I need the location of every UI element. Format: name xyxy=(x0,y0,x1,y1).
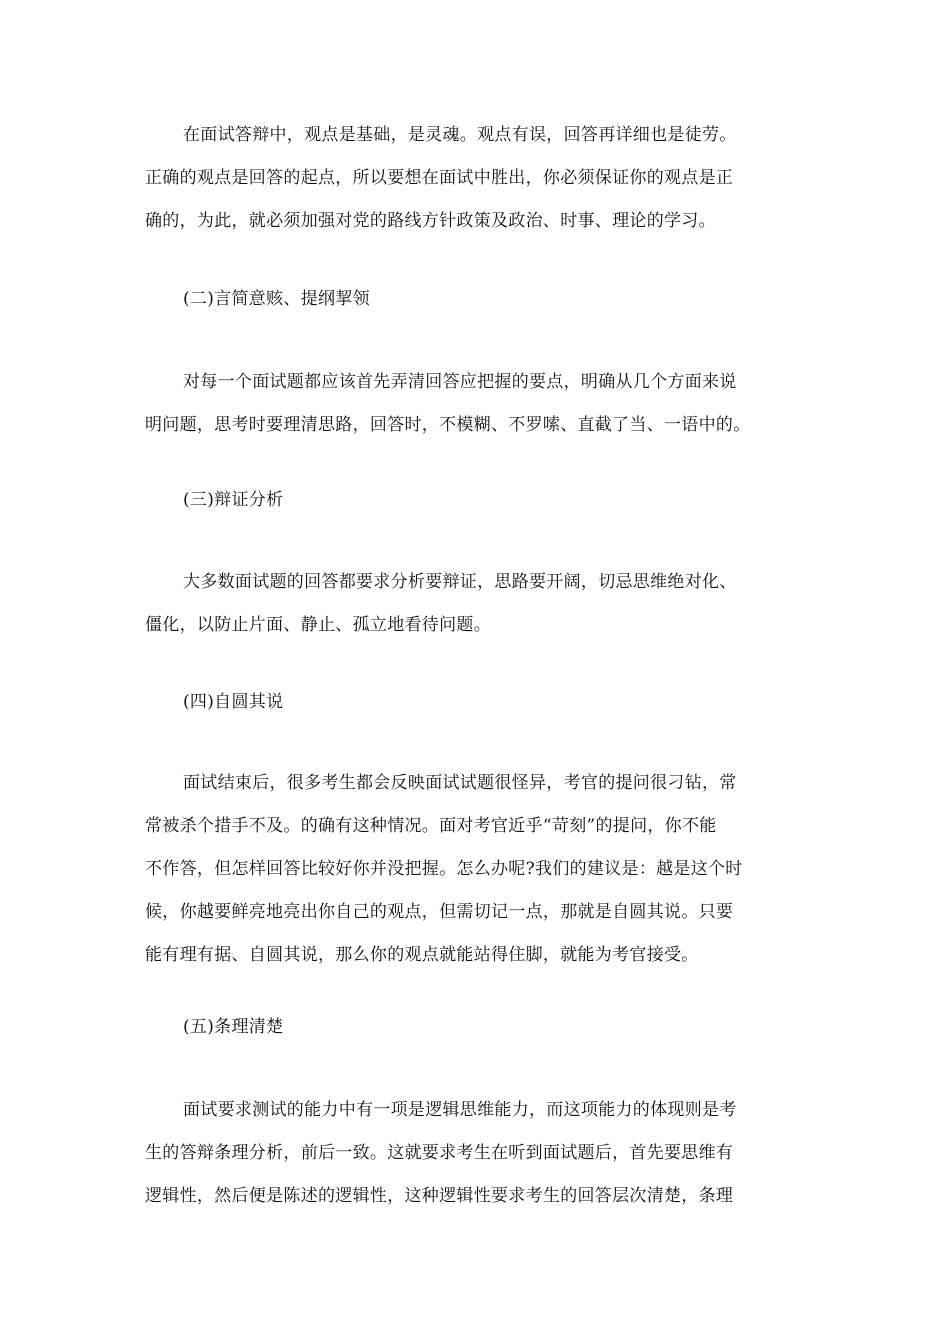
text-line: 在面试答辩中，观点是基础，是灵魂。观点有误，回答再详细也是徒劳。 xyxy=(183,125,737,145)
paragraph-dialectic xyxy=(145,561,805,647)
text-line: 面试要求测试的能力中有一项是逻辑思维能力，而这项能力的体现则是考 xyxy=(183,1100,737,1120)
text-line: 面试结束后，很多考生都会反映面试试题很怪异，考官的提问很刁钻，常 xyxy=(183,773,737,793)
text-line: 正确的观点是回答的起点，所以要想在面试中胜出，你必须保证你的观点是正 xyxy=(145,168,734,188)
text-line: 大多数面试题的回答都要求分析要辩证，思路要开阔，切忌思维绝对化、 xyxy=(183,572,737,592)
text-line: 逻辑性，然后便是陈述的逻辑性，这种逻辑性要求考生的回答层次清楚，条理 xyxy=(145,1186,734,1206)
section-heading-5: (五)条理清楚 xyxy=(183,1017,284,1037)
text-line: 对每一个面试题都应该首先弄清回答应把握的要点，明确从几个方面来说 xyxy=(183,372,737,392)
text-line: 明问题，思考时要理清思路，回答时，不模糊、不罗嗦、直截了当、一语中的。 xyxy=(145,415,751,435)
text-line: 不作答，但怎样回答比较好你并没把握。怎么办呢?我们的建议是：越是这个时 xyxy=(145,859,743,879)
section-heading-2: (二)言简意赅、提纲挈领 xyxy=(183,289,370,309)
paragraph-clear-logic xyxy=(145,1089,805,1218)
paragraph-self-consistent xyxy=(145,762,805,977)
text-line: 候，你越要鲜亮地亮出你自己的观点，但需切记一点，那就是自圆其说。只要 xyxy=(145,902,734,922)
text-line: 常被杀个措手不及。的确有这种情况。面对考官近乎“苛刻”的提问，你不能 xyxy=(145,816,717,836)
text-line: 确的，为此，就必须加强对党的路线方针政策及政治、时事、理论的学习。 xyxy=(145,211,716,231)
text-line: 生的答辩条理分析，前后一致。这就要求考生在听到面试题后，首先要思维有 xyxy=(145,1143,734,1163)
section-heading-3: (三)辩证分析 xyxy=(183,490,284,510)
paragraph-viewpoint xyxy=(145,114,805,243)
text-line: 能有理有据、自圆其说，那么你的观点就能站得住脚，就能为考官接受。 xyxy=(145,945,699,965)
section-heading-4: (四)自圆其说 xyxy=(183,692,284,712)
text-line: 僵化，以防止片面、静止、孤立地看待问题。 xyxy=(145,615,491,635)
paragraph-concise xyxy=(145,361,805,447)
